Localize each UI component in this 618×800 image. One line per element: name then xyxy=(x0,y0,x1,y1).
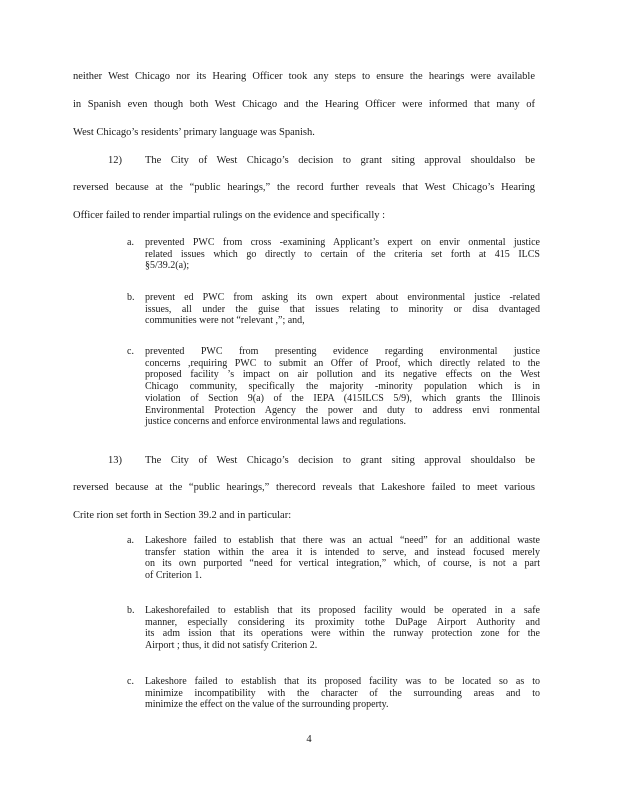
list-item-line: its adm ission that its operations were within the runway protection zone for the xyxy=(145,628,540,640)
list-item-line: Lakeshore failed to establish that there was an actual “need” for an additional waste xyxy=(145,535,540,546)
list-item-line: prevented PWC from presenting evidence regarding environmental justice xyxy=(145,346,540,357)
body-line: Officer failed to render impartial rulings on the evidence and specifically : xyxy=(73,210,386,221)
list-item-line: Chicago community, specifically the majority -minority population which is in xyxy=(145,381,540,393)
list-item-line: justice concerns and enforce environmental laws and regulations. xyxy=(145,416,407,428)
list-item xyxy=(145,346,540,428)
body-line: reversed because at the “public hearings,” the record further reveals that West Chicago’s Hearing xyxy=(73,182,535,193)
list-marker: c. xyxy=(127,346,134,357)
list-item-line: prevent ed PWC from asking its own expert about environmental justice -related xyxy=(145,292,540,303)
list-item-line: minimize the effect on the value of the surrounding property. xyxy=(145,699,389,711)
list-item-line: minimize incompatibility with the character of the surrounding areas and to xyxy=(145,687,540,699)
body-line: West Chicago’s residents’ primary language was Spanish. xyxy=(73,127,315,138)
list-item-line: violation of Section 9(a) of the IEPA (415ILCS 5/9), which grants the Illinois xyxy=(145,392,540,404)
list-item-line: Lakeshore failed to establish that its proposed facility was to be located so as to xyxy=(145,676,540,687)
list-item-line: issues, all under the guise that issues relating to minority or disa dvantaged xyxy=(145,303,540,315)
list-marker: b. xyxy=(127,292,135,303)
list-item-line: manner, especially considering its proximity tothe DuPage Airport Authority and xyxy=(145,616,540,628)
list-item xyxy=(145,676,540,711)
list-item-line: §5/39.2(a); xyxy=(145,260,190,272)
list-item-line: prevented PWC from cross -examining Applicant’s expert on envir onmental justice xyxy=(145,237,540,248)
body-line: Crite rion set forth in Section 39.2 and in particular: xyxy=(73,510,292,521)
list-marker: a. xyxy=(127,237,134,248)
list-item xyxy=(145,292,540,327)
list-marker: b. xyxy=(127,605,135,616)
paragraph-lead-line: The City of West Chicago’s decision to grant siting approval shouldalso be xyxy=(145,155,535,166)
body-line: in Spanish even though both West Chicago and the Hearing Officer were informed that many of xyxy=(73,99,535,110)
list-item-line: communities were not “relevant ,”; and, xyxy=(145,315,305,327)
list-item-line: proposed facility ’s impact on air pollution and its negative effects on the West xyxy=(145,369,540,381)
list-item-line: Lakeshorefailed to establish that its proposed facility would be operated in a safe xyxy=(145,605,540,616)
list-item-line: on its own purported “need for vertical integration,” which, of course, is not a part xyxy=(145,558,540,570)
list-marker: c. xyxy=(127,676,134,687)
body-line: reversed because at the “public hearings,” therecord reveals that Lakeshore failed to meet various xyxy=(73,482,535,493)
body-line: neither West Chicago nor its Hearing Officer took any steps to ensure the hearings were available xyxy=(73,71,535,82)
list-item xyxy=(145,605,540,652)
list-item-line: transfer station within the area it is intended to serve, and instead focused merely xyxy=(145,546,540,558)
list-item xyxy=(145,237,540,272)
list-item-line: concerns ,requiring PWC to submit an Offer of Proof, which directly related to the xyxy=(145,357,540,369)
list-item-line: of Criterion 1. xyxy=(145,570,202,582)
list-item-line: related issues which go directly to certain of the criteria set forth at 415 ILCS xyxy=(145,248,540,260)
page-number: 4 xyxy=(306,734,312,745)
paragraph-number: 12) xyxy=(108,155,122,166)
list-item xyxy=(145,535,540,582)
paragraph-lead-line: The City of West Chicago’s decision to grant siting approval shouldalso be xyxy=(145,455,535,466)
list-item-line: Environmental Protection Agency the power and duty to address envi ronmental xyxy=(145,404,540,416)
list-marker: a. xyxy=(127,535,134,546)
list-item-line: Airport ; thus, it did not satisfy Criterion 2. xyxy=(145,640,318,652)
paragraph-number: 13) xyxy=(108,455,122,466)
